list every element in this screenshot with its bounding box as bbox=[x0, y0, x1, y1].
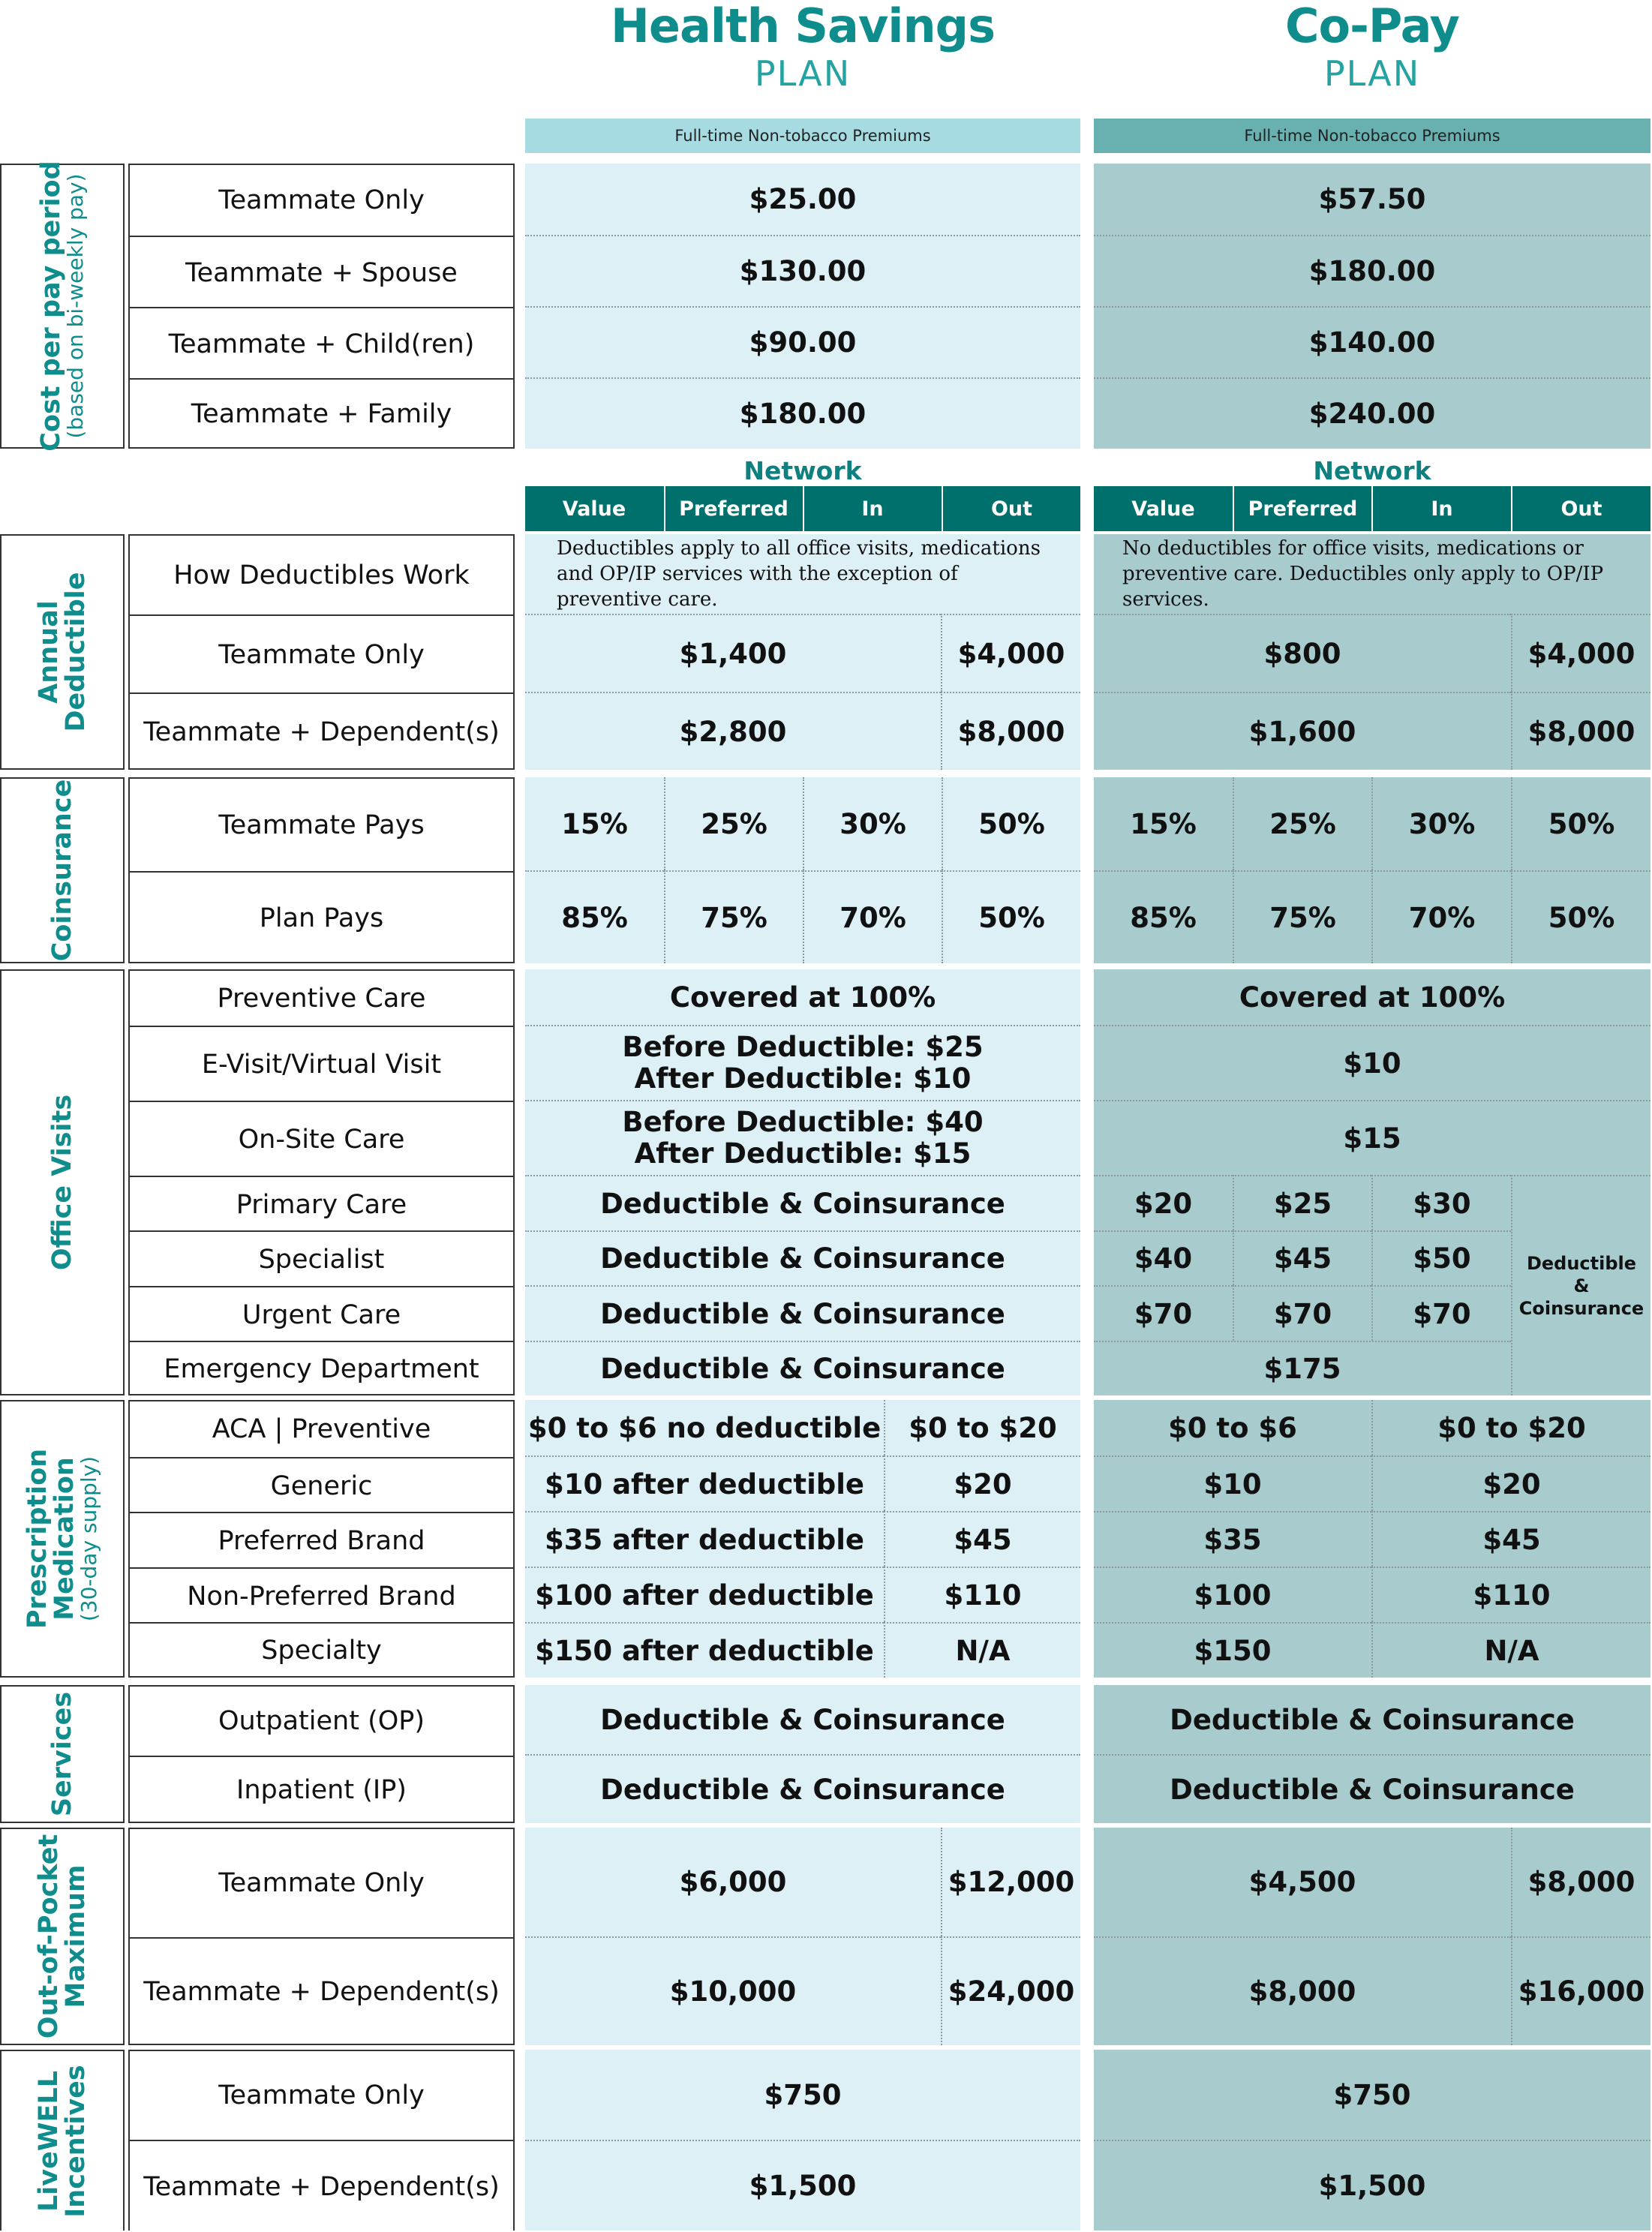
row-label: Teammate + Spouse bbox=[130, 236, 513, 308]
row-label: E-Visit/Virtual Visit bbox=[130, 1026, 513, 1102]
cell: Covered at 100% bbox=[1239, 981, 1506, 1014]
cell: 70% bbox=[1371, 870, 1511, 963]
cell-line: & bbox=[1573, 1275, 1590, 1296]
row-label: Teammate + Child(ren) bbox=[130, 307, 513, 380]
cell-line: Coinsurance bbox=[1518, 1298, 1644, 1319]
row-label: Inpatient (IP) bbox=[130, 1756, 513, 1823]
cell: $8,000 bbox=[1511, 692, 1650, 770]
hsa-rx-block bbox=[525, 1400, 1080, 1678]
row-label: Preferred Brand bbox=[130, 1512, 513, 1569]
hsa-plan-subtitle: PLAN bbox=[754, 53, 852, 94]
network-col-header: Out bbox=[1511, 486, 1650, 531]
services-row-labels bbox=[128, 1685, 515, 1823]
cell: $1,600 bbox=[1094, 692, 1511, 770]
hsa-office-block bbox=[525, 969, 1080, 1395]
cell: 85% bbox=[1094, 870, 1233, 963]
cell: N/A bbox=[1371, 1622, 1650, 1678]
cell: $800 bbox=[1094, 614, 1511, 692]
hsa-deductible-block bbox=[525, 534, 1080, 770]
livewell-section-title: Incentives bbox=[61, 2064, 91, 2218]
cell: $100 bbox=[1094, 1567, 1371, 1622]
cell: N/A bbox=[884, 1622, 1080, 1678]
cell: $8,000 bbox=[1094, 1936, 1511, 2045]
copay-plan-subtitle: PLAN bbox=[1323, 53, 1421, 94]
copay-plan-title: Co-Pay bbox=[1285, 0, 1459, 53]
cell: $130.00 bbox=[525, 235, 1080, 306]
cell: $10 bbox=[1094, 1025, 1650, 1100]
cell: $8,000 bbox=[941, 692, 1080, 770]
cell: $45 bbox=[884, 1511, 1080, 1567]
cell: $70 bbox=[1233, 1285, 1371, 1341]
row-label: Teammate Pays bbox=[218, 810, 425, 840]
cell: $1,500 bbox=[1094, 2140, 1650, 2230]
livewell-section-title: LiveWELL bbox=[34, 2070, 64, 2212]
cell: $1,400 bbox=[525, 614, 941, 692]
livewell-row-labels bbox=[128, 2050, 515, 2230]
cell-line: Before Deductible: $40 bbox=[622, 1106, 984, 1138]
network-col-header: Value bbox=[1131, 497, 1195, 521]
row-label: Teammate Only bbox=[130, 614, 513, 694]
cell: $35 after deductible bbox=[525, 1511, 884, 1567]
row-label: Non-Preferred Brand bbox=[130, 1567, 513, 1624]
cell: $25.00 bbox=[749, 183, 857, 215]
section-cost-label bbox=[0, 161, 125, 452]
cell: Deductible & Coinsurance bbox=[525, 1175, 1080, 1230]
cell: 85% bbox=[525, 870, 664, 963]
row-label: Teammate Only bbox=[218, 185, 425, 215]
cell: $45 bbox=[1233, 1230, 1371, 1285]
row-label: Generic bbox=[130, 1457, 513, 1513]
coinsurance-row-labels bbox=[128, 777, 515, 963]
section-livewell-label bbox=[0, 2050, 125, 2230]
section-coinsurance-label bbox=[0, 777, 125, 963]
section-deductible-label bbox=[0, 534, 125, 770]
oop-section-title: Out-of-Pocket bbox=[34, 1834, 64, 2039]
row-label: Teammate + Dependent(s) bbox=[130, 2140, 513, 2232]
cell: 50% bbox=[942, 870, 1080, 963]
network-col-header: In bbox=[803, 486, 941, 531]
cell: $110 bbox=[1371, 1567, 1650, 1622]
rx-section-title: Prescription bbox=[23, 1448, 53, 1630]
cell: $45 bbox=[1371, 1511, 1650, 1567]
hsa-services-block bbox=[525, 1685, 1080, 1823]
cell: Deductible & Coinsurance bbox=[1170, 1703, 1575, 1736]
network-col-header: Out bbox=[942, 486, 1080, 531]
copay-deductible-note: No deductibles for office visits, medications or preventive care. Deductibles only apply to OP/IP services. bbox=[1122, 537, 1604, 611]
cell: 25% bbox=[1233, 777, 1371, 870]
cell: $20 bbox=[1094, 1175, 1233, 1230]
cell: $240.00 bbox=[1094, 377, 1650, 449]
cell: $4,000 bbox=[1511, 614, 1650, 692]
row-label: Teammate + Dependent(s) bbox=[130, 1937, 513, 2045]
hsa-network-header bbox=[525, 486, 1080, 531]
cell: Deductible & Coinsurance bbox=[525, 1285, 1080, 1341]
copay-rx-block bbox=[1094, 1400, 1650, 1678]
rx-section-note: (30-day supply) bbox=[77, 1455, 101, 1622]
cell: $4,500 bbox=[1248, 1866, 1356, 1898]
cell: $750 bbox=[764, 2078, 842, 2111]
cell-line: Before Deductible: $25 bbox=[622, 1031, 984, 1063]
cell: $70 bbox=[1371, 1285, 1511, 1341]
coinsurance-section-title: Coinsurance bbox=[47, 779, 77, 962]
copay-network-title: Network bbox=[1313, 455, 1431, 485]
cell: $750 bbox=[1333, 2078, 1411, 2111]
row-label: Teammate + Family bbox=[130, 378, 513, 449]
cell: 50% bbox=[1511, 777, 1650, 870]
cell: $150 bbox=[1094, 1622, 1371, 1678]
cell: $110 bbox=[884, 1567, 1080, 1622]
hsa-premium-label: Full-time Non-tobacco Premiums bbox=[525, 119, 1080, 153]
network-col-header: Value bbox=[562, 497, 626, 521]
cell: $35 bbox=[1094, 1511, 1371, 1567]
cell: $0 to $20 bbox=[1371, 1400, 1650, 1455]
row-label: Teammate Only bbox=[218, 2080, 425, 2110]
cell-line: After Deductible: $15 bbox=[634, 1137, 972, 1170]
copay-deductible-block bbox=[1094, 534, 1650, 770]
cell: $15 bbox=[1094, 1100, 1650, 1175]
cell: $10 after deductible bbox=[525, 1455, 884, 1511]
network-col-header: Preferred bbox=[1233, 486, 1371, 531]
cell: $0 to $6 no deductible bbox=[527, 1411, 882, 1444]
cell: $8,000 bbox=[1511, 1828, 1650, 1936]
cell: $12,000 bbox=[941, 1828, 1080, 1936]
section-services-label bbox=[0, 1685, 125, 1823]
deductible-section-title: Annual bbox=[34, 600, 64, 704]
row-label: Emergency Department bbox=[130, 1341, 513, 1395]
cell: $57.50 bbox=[1318, 183, 1426, 215]
services-section-title: Services bbox=[47, 1691, 77, 1817]
copay-cost-block bbox=[1094, 164, 1650, 449]
deductible-section-title: Deductible bbox=[61, 572, 91, 732]
cost-section-title: Cost per pay period bbox=[36, 161, 66, 452]
row-label: Teammate + Dependent(s) bbox=[130, 692, 513, 770]
office-row-labels bbox=[128, 969, 515, 1395]
cell: 70% bbox=[803, 870, 942, 963]
cell: Deductible & Coinsurance bbox=[525, 1230, 1080, 1285]
section-office-label bbox=[0, 969, 125, 1395]
row-label: How Deductibles Work bbox=[173, 560, 470, 590]
cell: 75% bbox=[664, 870, 803, 963]
cell: $20 bbox=[1371, 1455, 1650, 1511]
cell: 30% bbox=[1371, 777, 1511, 870]
hsa-deductible-note: Deductibles apply to all office visits, medications and OP/IP services with the exception of preventive care. bbox=[557, 537, 1041, 611]
cell: $4,000 bbox=[941, 614, 1080, 692]
copay-oop-block bbox=[1094, 1828, 1650, 2045]
hsa-coinsurance-block bbox=[525, 777, 1080, 963]
hsa-cost-block bbox=[525, 164, 1080, 449]
office-section-title: Office Visits bbox=[47, 1094, 77, 1271]
row-label: Outpatient (OP) bbox=[218, 1706, 425, 1736]
cell: 75% bbox=[1233, 870, 1371, 963]
copay-coinsurance-block bbox=[1094, 777, 1650, 963]
cell: 15% bbox=[561, 807, 628, 840]
cell: $16,000 bbox=[1511, 1936, 1650, 2045]
row-label: Primary Care bbox=[130, 1176, 513, 1232]
oop-section-title: Maximum bbox=[61, 1864, 91, 2008]
hsa-plan-title: Health Savings bbox=[611, 0, 995, 53]
cell: $175 bbox=[1094, 1341, 1511, 1395]
cell: Deductible & Coinsurance bbox=[600, 1703, 1005, 1736]
copay-services-block bbox=[1094, 1685, 1650, 1823]
cell: 50% bbox=[1511, 870, 1650, 963]
row-label: Urgent Care bbox=[130, 1286, 513, 1342]
cell: 30% bbox=[803, 777, 942, 870]
cell: $20 bbox=[884, 1455, 1080, 1511]
network-col-header: Preferred bbox=[664, 486, 802, 531]
cell: $70 bbox=[1094, 1285, 1233, 1341]
cell: $24,000 bbox=[941, 1936, 1080, 2045]
row-label: Specialist bbox=[130, 1230, 513, 1287]
copay-livewell-block bbox=[1094, 2050, 1650, 2230]
cost-section-note: (based on bi-weekly pay) bbox=[63, 173, 88, 439]
copay-office-block bbox=[1094, 969, 1650, 1395]
copay-network-header bbox=[1094, 486, 1650, 531]
cell: 25% bbox=[664, 777, 803, 870]
row-label: Plan Pays bbox=[130, 871, 513, 963]
rx-section-title: Medication bbox=[50, 1457, 80, 1621]
cell: $1,500 bbox=[525, 2140, 1080, 2230]
copay-out-network-cell bbox=[1511, 1175, 1650, 1395]
cell: Covered at 100% bbox=[669, 981, 936, 1014]
oop-row-labels bbox=[128, 1828, 515, 2045]
cell: $90.00 bbox=[525, 306, 1080, 377]
cell bbox=[525, 1100, 1080, 1175]
cell: $0 to $6 bbox=[1168, 1411, 1297, 1444]
cell: Deductible & Coinsurance bbox=[525, 1754, 1080, 1823]
cell: $10,000 bbox=[525, 1936, 941, 2045]
cell: Deductible & Coinsurance bbox=[525, 1341, 1080, 1395]
row-label: On-Site Care bbox=[130, 1101, 513, 1177]
hsa-livewell-block bbox=[525, 2050, 1080, 2230]
cell: $150 after deductible bbox=[525, 1622, 884, 1678]
section-oop-label bbox=[0, 1828, 125, 2045]
cell: $180.00 bbox=[525, 377, 1080, 449]
row-label: ACA | Preventive bbox=[212, 1414, 431, 1444]
cell: $0 to $20 bbox=[884, 1400, 1080, 1455]
cell: Deductible & Coinsurance bbox=[1094, 1754, 1650, 1823]
cell: $100 after deductible bbox=[525, 1567, 884, 1622]
cell: $2,800 bbox=[525, 692, 941, 770]
cell: $10 bbox=[1094, 1455, 1371, 1511]
hsa-oop-block bbox=[525, 1828, 1080, 2045]
rx-row-labels bbox=[128, 1400, 515, 1678]
section-rx-label bbox=[0, 1400, 125, 1678]
cell: $25 bbox=[1233, 1175, 1371, 1230]
cell: $30 bbox=[1371, 1175, 1511, 1230]
cell: 15% bbox=[1130, 807, 1197, 840]
network-col-header: In bbox=[1371, 486, 1511, 531]
cell bbox=[525, 1025, 1080, 1100]
deductible-row-labels bbox=[128, 534, 515, 770]
cell: $40 bbox=[1094, 1230, 1233, 1285]
cell-line: Deductible bbox=[1526, 1253, 1637, 1274]
cell: $50 bbox=[1371, 1230, 1511, 1285]
hsa-network-title: Network bbox=[743, 455, 862, 485]
cell: $6,000 bbox=[679, 1866, 787, 1898]
cell: $140.00 bbox=[1094, 306, 1650, 377]
row-label: Preventive Care bbox=[217, 983, 426, 1014]
cell: 50% bbox=[942, 777, 1080, 870]
row-label: Specialty bbox=[130, 1622, 513, 1678]
cost-row-labels bbox=[128, 164, 515, 449]
row-label: Teammate Only bbox=[218, 1868, 425, 1898]
cell: $180.00 bbox=[1094, 235, 1650, 306]
copay-premium-label: Full-time Non-tobacco Premiums bbox=[1094, 119, 1650, 153]
cell-line: After Deductible: $10 bbox=[634, 1062, 972, 1095]
